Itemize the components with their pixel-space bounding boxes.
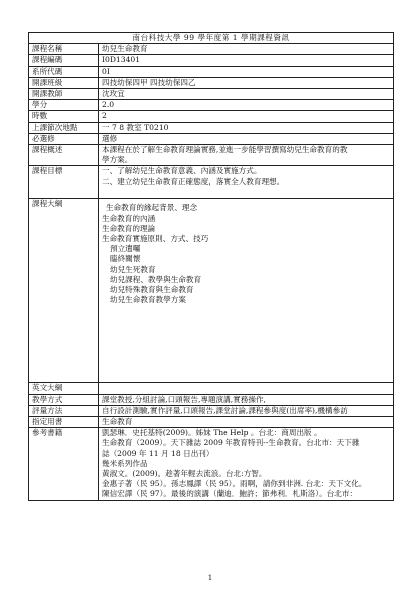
label-course-name: 課程名稱 <box>29 44 99 55</box>
label-hours: 時數 <box>29 111 99 122</box>
course-info-table <box>28 32 394 501</box>
value-course-name: 幼兒生命教育 <box>99 44 394 55</box>
overview-line: 學方案。 <box>102 155 133 165</box>
label-credits: 學分 <box>29 100 99 111</box>
value-evaluation: 自行設計測驗,實作評量,口頭報告,課堂討論,課程參與度(出席率),機構參訪 <box>99 405 394 416</box>
value-teaching: 課堂教授,分組討論,口頭報告,專題演講,實務操作, <box>99 394 394 405</box>
reference-line: 陳信宏譯（民 97）。最後的演講（蘭迪．鮑許；節弗利．札斯洛）。台北市： <box>102 489 358 499</box>
value-references <box>99 428 394 500</box>
value-goals <box>99 166 394 199</box>
reference-line: 凱瑟琳．史托基特(2009)。姊妹 The Help 。台北：商周出版 。 <box>102 428 322 438</box>
row-course-name <box>29 44 394 55</box>
value-textbook: 生命教育 <box>99 417 394 428</box>
value-course-code: I0D13401 <box>99 55 394 66</box>
label-teacher: 開課教師 <box>29 89 99 100</box>
label-course-code: 課程編碼 <box>29 55 99 66</box>
row-course-code <box>29 55 394 66</box>
page-title: 南台科技大學 99 學年度第 1 學期課程資訊 <box>29 33 394 44</box>
label-overview: 課程概述 <box>29 145 99 166</box>
reference-line: 生命教育（2009）。天下雜誌 2009 年教育特刊--生命教育。台北市：天下雜 <box>102 438 360 448</box>
row-overview <box>29 145 394 166</box>
row-hours <box>29 111 394 122</box>
label-references: 參考書籍 <box>29 428 99 500</box>
value-english-outline <box>99 383 394 394</box>
row-english-outline <box>29 383 394 394</box>
row-outline <box>29 199 394 383</box>
row-teaching <box>29 394 394 405</box>
reference-line: 幾米系列作品 <box>102 458 148 468</box>
label-textbook: 指定用書 <box>29 417 99 428</box>
value-hours: 2 <box>99 111 394 122</box>
outline-line: 臨終關懷 <box>110 254 141 264</box>
reference-line: 金惠子著（民 95）。孫志鳳譯（民 95）。雨啊，請你到非洲. 台北：天下文化。 <box>102 479 367 489</box>
value-teacher: 沈玫宜 <box>99 89 394 100</box>
row-goals <box>29 166 394 199</box>
value-schedule: 一 7 8 教室 T0210 <box>99 122 394 133</box>
row-schedule <box>29 122 394 133</box>
label-required: 必選修 <box>29 133 99 144</box>
outline-line: 生命教育的緣起背景、理念 <box>106 203 198 213</box>
row-required <box>29 133 394 144</box>
reference-line: 黃淑文。(2009)。趁著年輕去流浪。台北:方智。 <box>102 469 267 479</box>
goal-line: 二、建立幼兒生命教育正確態度，落實全人教育理想。 <box>102 176 285 186</box>
outline-line: 幼兒課程、教學與生命教育 <box>110 274 202 284</box>
value-credits: 2.0 <box>99 100 394 111</box>
outline-line: 幼兒生死教育 <box>110 264 156 274</box>
label-goals: 課程目標 <box>29 166 99 199</box>
value-required: 選修 <box>99 133 394 144</box>
value-class: 四技幼保四甲 四技幼保四乙 <box>99 77 394 88</box>
page-number: 1 <box>207 574 213 582</box>
label-evaluation: 評量方法 <box>29 405 99 416</box>
value-dept-code: 0I <box>99 66 394 77</box>
label-teaching: 教學方式 <box>29 394 99 405</box>
row-class <box>29 77 394 88</box>
label-schedule: 上課節次地點 <box>29 122 99 133</box>
row-textbook <box>29 417 394 428</box>
outline-line: 幼兒特殊教育與生命教育 <box>110 285 194 295</box>
outline-line: 生命教育實施原則、方式、技巧 <box>102 234 209 244</box>
label-class: 開課班級 <box>29 77 99 88</box>
outline-line: 幼兒生命教育教學方案 <box>110 295 186 305</box>
row-references <box>29 428 394 500</box>
value-outline <box>99 199 394 383</box>
goal-line: 一、了解幼兒生命教育意義、內涵及實施方式。 <box>102 166 262 176</box>
overview-line: 本課程在於了解生命教育理論實務,並進一步能學習撰寫幼兒生命教育的教 <box>102 145 348 155</box>
row-teacher <box>29 89 394 100</box>
outline-line: 生命教育的內涵 <box>102 213 156 223</box>
outline-line: 生命教育的理論 <box>102 223 156 233</box>
row-evaluation <box>29 405 394 416</box>
reference-line: 誌（2009 年 11 月 18 日出刊） <box>102 448 214 458</box>
label-dept-code: 系所代碼 <box>29 66 99 77</box>
row-credits <box>29 100 394 111</box>
label-english-outline: 英文大綱 <box>29 383 99 394</box>
label-outline: 課程大綱 <box>29 199 99 383</box>
value-overview <box>99 145 394 166</box>
row-dept-code <box>29 66 394 77</box>
outline-line: 預立遺囑 <box>110 244 141 254</box>
